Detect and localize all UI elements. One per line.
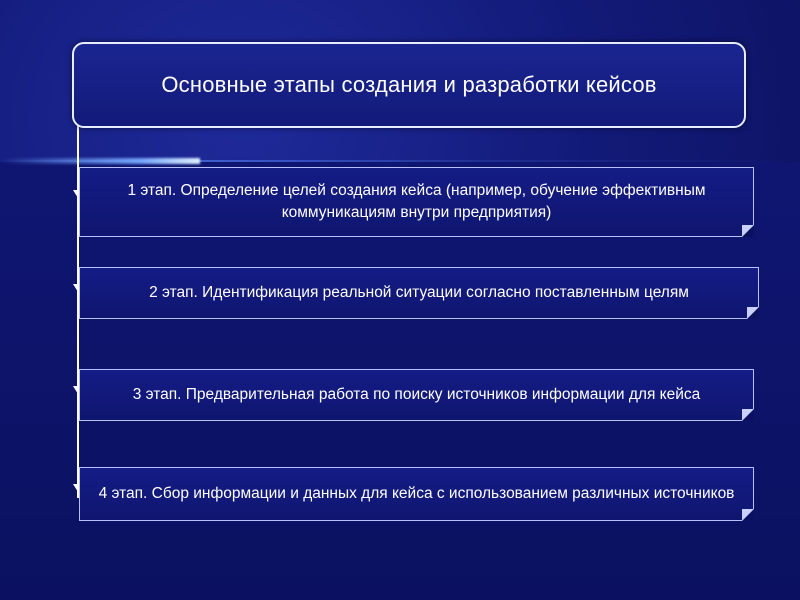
stage-box-2 [79,267,759,319]
page-fold-corner [742,225,754,237]
stage-box-1 [79,167,754,237]
stage-label: 1 этап. Определение целей создания кейса (например, обучение эффективным коммуникациям внутри предприятия) [127,182,706,221]
slide-title: Основные этапы создания и разработки кейсов [161,72,657,97]
stage-label: 3 этап. Предварительная работа по поиску источников информации для кейса [132,386,701,403]
stage-label: 4 этап. Сбор информации и данных для кейса с использованием различных источников [98,485,735,502]
page-fold-corner [742,409,754,421]
page-fold-corner [747,307,759,319]
light-streak [0,158,200,164]
stage-label: 2 этап. Идентификация реальной ситуации согласно поставленным целям [149,284,689,301]
stage-box-3 [79,369,754,421]
title-box [72,42,746,128]
page-fold-corner [742,509,754,521]
stage-box-4 [79,467,754,521]
